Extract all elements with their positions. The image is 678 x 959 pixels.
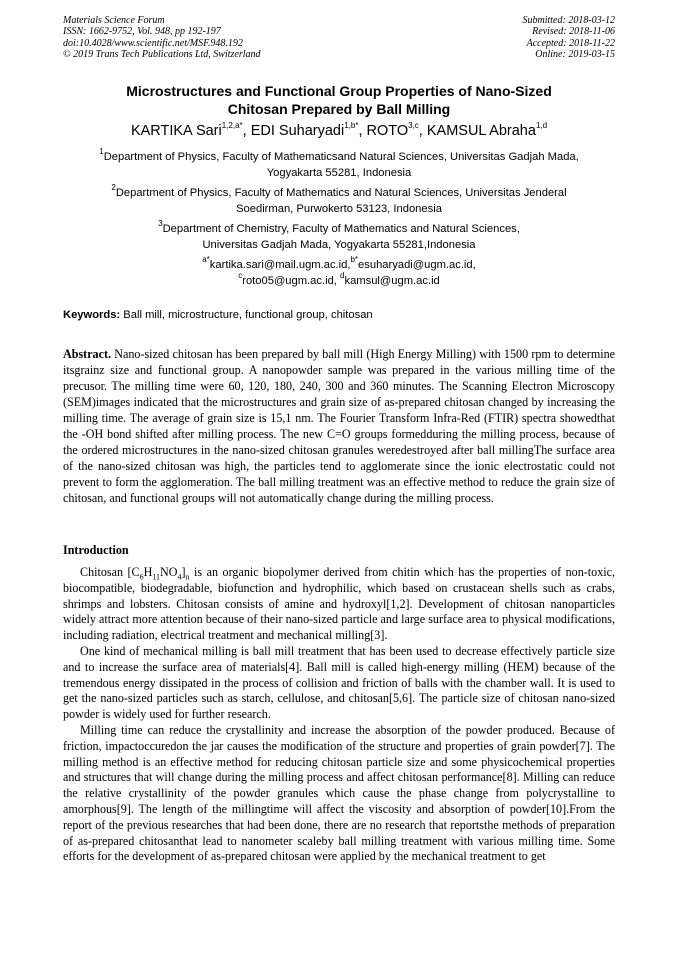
journal-name: Materials Science Forum bbox=[63, 15, 165, 26]
issn-line: ISSN: 1662-9752, Vol. 948, pp 192-197 bbox=[63, 26, 221, 38]
author-affiliation-marker: 1,d bbox=[535, 121, 548, 131]
keywords-label: Keywords: bbox=[63, 309, 121, 321]
author-separator: , bbox=[242, 123, 251, 139]
paragraph: Milling time can reduce the crystallinity and increase the absorption of the powder produced. Because of friction, impactoccuredon the jar causes the modification of the structure and properties of grain powder[7]. The milling method is an effective method for reducing chitosan particle size and some physicochemical properties and structures that will change during the milling process and affect chitosan performance[8]. Milling can reduce the relative crystallinity of the powder granules which cause the phase change from polycrystalline to amorphous[9]. The length of the millingtime will affect the viscosity and absorption of powder[10].From the report of the previous researches that had been done, there are no research that reportsthe methods of preparation of as-prepared chitosanthat lead to nanometer scaleby ball milling treatment with various milling time. Some efforts for the development of as-prepared chitosan were applied by the mechanical treatment to get bbox=[63, 722, 615, 864]
publication-info bbox=[63, 15, 261, 61]
affiliation-line bbox=[63, 219, 615, 238]
text-run: NO bbox=[160, 565, 178, 579]
doi-line: doi:10.4028/www.scientific.net/MSF.948.192 bbox=[63, 37, 243, 49]
author-list bbox=[63, 122, 615, 140]
section-heading-introduction: Introduction bbox=[63, 543, 129, 557]
paragraph bbox=[63, 565, 615, 644]
affiliation-text: Department of Chemistry, Faculty of Mathematics and Natural Sciences, bbox=[162, 223, 520, 235]
accepted-date: Accepted: 2018-11-22 bbox=[526, 37, 615, 49]
keywords bbox=[63, 308, 615, 323]
affiliation-line: Universitas Gadjah Mada, Yogyakarta 55281,Indonesia bbox=[202, 238, 476, 251]
email-address: kamsul@ugm.ac.id bbox=[344, 274, 440, 287]
author-name: KAMSUL Abraha bbox=[426, 123, 536, 139]
affiliation-text: Department of Physics, Faculty of Mathematicsand Natural Sciences, Universitas Gadjah Mada, bbox=[103, 151, 579, 163]
email-address: kartika.sari@mail.ugm.ac.id, bbox=[209, 259, 351, 271]
affiliation-marker: 2 bbox=[111, 183, 116, 193]
author-separator: , bbox=[418, 123, 427, 139]
keywords-text: Ball mill, microstructure, functional group, chitosan bbox=[120, 309, 373, 321]
author-name: EDI Suharyadi bbox=[250, 123, 345, 139]
author-affiliation-marker: 1,2,a* bbox=[221, 121, 243, 131]
abstract-text: Nano-sized chitosan has been prepared by ball mill (High Energy Milling) with 1500 rpm to determine itsgrainz size and functional group. A nanopowder sample was prepared in the various milling time of the precusor. The milling time were 60, 120, 180, 240, 300 and 360 minutes. The Scanning Electron Microscopy (SEM)images indicated that the microstructures and grain size of as-prepared chitosan changed by increasing the milling time. The average of grain size is 15,1 nm. The Fourier Transform Infra-Red (FTIR) spectra showedthat the -OH bond shifted after milling process. The new C=O groups formedduring the milling process, because of the ordered microstructures in the nano-sized chitosan granules weredestroyed after ball millingThe surface area of the nano-sized chitosan was high, the particles tend to agglomerate since the ionic electrostatic could not prevent to form the agglomeration. The ball milling treatment was an effective method to reduce the grain size of chitosan, and functional groups will not automatically change during the milling process. bbox=[63, 347, 615, 505]
email-address: roto05@ugm.ac.id, bbox=[242, 274, 341, 287]
email-line bbox=[63, 270, 615, 290]
email-marker: d bbox=[340, 270, 345, 280]
affiliation-marker: 1 bbox=[99, 147, 104, 157]
email-marker: b* bbox=[350, 255, 359, 265]
subscript: n bbox=[185, 572, 190, 582]
affiliation-line bbox=[63, 183, 615, 202]
online-date: Online: 2019-03-15 bbox=[535, 49, 615, 61]
submitted-date: Submitted: 2018-03-12 bbox=[522, 15, 615, 26]
affiliation bbox=[63, 183, 615, 217]
abstract-label: Abstract. bbox=[63, 347, 112, 361]
introduction-body bbox=[63, 565, 615, 865]
author-affiliation-marker: 1,b* bbox=[344, 121, 359, 131]
author-separator: , bbox=[358, 123, 367, 139]
publication-dates bbox=[523, 15, 616, 61]
affiliation-line: Yogyakarta 55281, Indonesia bbox=[266, 166, 412, 179]
paragraph: One kind of mechanical milling is ball mill treatment that has been used to decrease effectively particle size and to increase the surface area of materials[4]. Ball mill is called high-energy milling (HEM) because of the tremendous energy dissipated in the process of collision and friction of balls with the chamber wall. It is used to get the nano-sized particles such as starch, cellulose, and chitosan[5,6]. The particle size of chitosan nano-sized powder is widely used for further research. bbox=[63, 643, 615, 722]
abstract bbox=[63, 346, 615, 506]
title-line-1: Microstructures and Functional Group Properties of Nano-Sized bbox=[126, 83, 552, 99]
text-run: ] bbox=[181, 565, 186, 579]
email-address: esuharyadi@ugm.ac.id, bbox=[358, 259, 476, 271]
affiliation bbox=[63, 219, 615, 253]
text-run: H bbox=[143, 565, 153, 579]
revised-date: Revised: 2018-11-06 bbox=[532, 26, 615, 38]
email-list bbox=[63, 255, 615, 289]
author-name: ROTO bbox=[366, 123, 409, 139]
text-run: is an organic biopolymer derived from chitin which has the properties of non-toxic, biocompatible, biodegradable, biofunction and hydrophilic, which based on crustacean shells such as crabs, shrimps and lobsters. Chitosan consists of amine and hydroxyl[1,2]. Development of chitosan nanoparticles widely attract more attention because of their nano-sized particle and large surface area to physical modifications, including radiation, electrical treatment and mechanical milling[3]. bbox=[63, 565, 615, 643]
affiliation bbox=[63, 147, 615, 181]
email-marker: c bbox=[238, 270, 243, 280]
affiliation-text: Department of Physics, Faculty of Mathematics and Natural Sciences, Universitas Jenderal bbox=[115, 187, 567, 199]
affiliation-marker: 3 bbox=[158, 219, 163, 229]
subscript: 4 bbox=[177, 572, 182, 582]
subscript: 6 bbox=[139, 572, 144, 582]
title-line-2: Chitosan Prepared by Ball Milling bbox=[227, 101, 451, 117]
author-affiliation-marker: 3,c bbox=[408, 121, 419, 131]
affiliation-line: Soedirman, Purwokerto 53123, Indonesia bbox=[236, 202, 442, 215]
email-marker: a* bbox=[202, 255, 210, 265]
author-name: KARTIKA Sari bbox=[130, 123, 222, 139]
copyright-line: © 2019 Trans Tech Publications Ltd, Switzerland bbox=[63, 49, 261, 61]
paper-title bbox=[63, 82, 615, 118]
email-line bbox=[63, 255, 615, 274]
subscript: 11 bbox=[152, 572, 161, 582]
affiliation-line bbox=[63, 147, 615, 166]
text-run: Chitosan [C bbox=[80, 565, 140, 579]
